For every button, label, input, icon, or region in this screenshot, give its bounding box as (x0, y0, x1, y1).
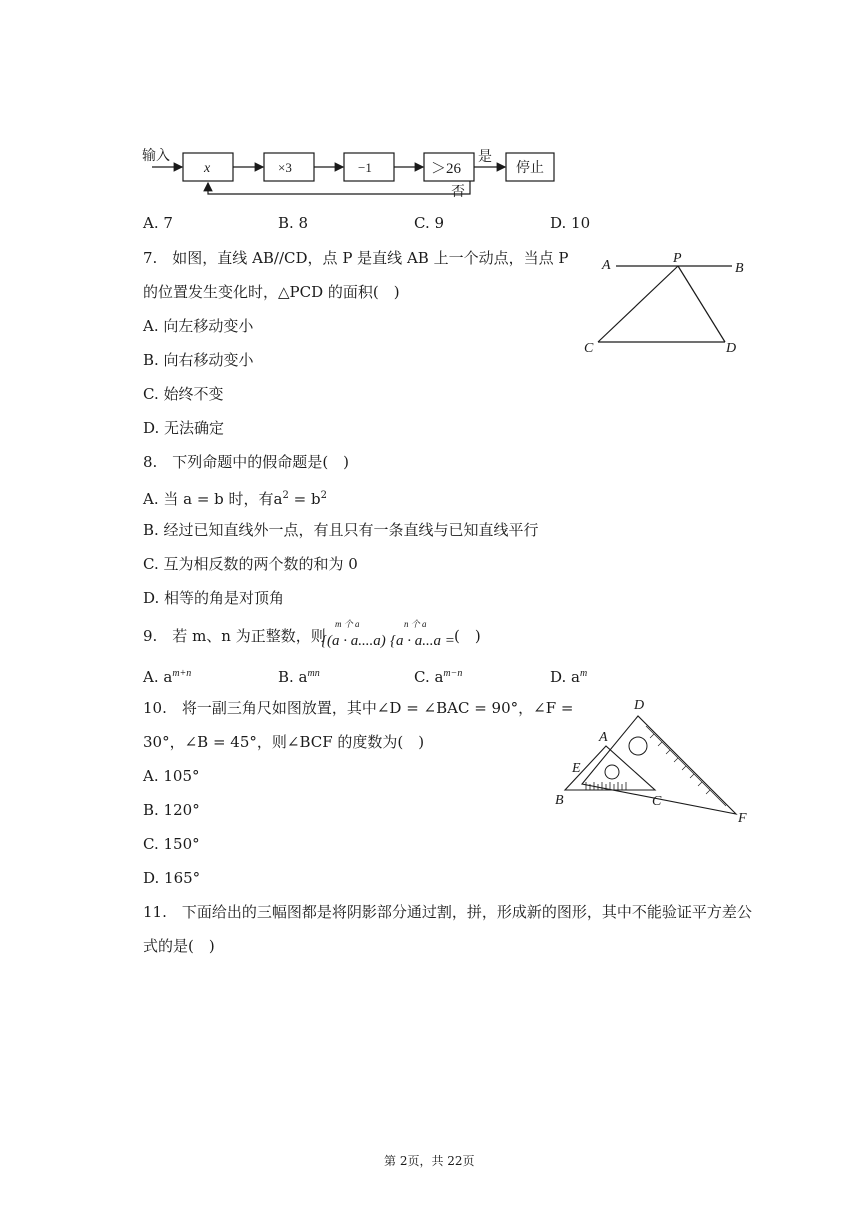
flow-box-x-text: x (204, 161, 211, 176)
flow-box-minus1-text: −1 (358, 160, 372, 175)
q10-label-e: E (572, 761, 581, 776)
q9-stem-suffix: ( ) (454, 627, 481, 645)
q9-option-a-exp: m+n (172, 668, 192, 679)
q8-option-a-exp1: 2 (282, 490, 289, 501)
q7-option-d: D. 无法确定 (143, 419, 225, 437)
q9-option-a-base: A. a (143, 668, 173, 686)
q9-overbrace-m: m 个 a (335, 619, 360, 629)
q9-option-c (414, 664, 462, 687)
page-footer: 第 2页，共 22页 (384, 1154, 475, 1168)
q9-stem-prefix: 9. 若 m、n 为正整数，则 (143, 627, 326, 645)
q9-option-d (550, 664, 587, 687)
q8-stem: 8. 下列命题中的假命题是( ) (143, 453, 350, 471)
q11-stem-line2: 式的是( ) (143, 937, 215, 955)
q7-stem-line1: 7. 如图，直线 AB//CD，点 P 是直线 AB 上一个动点，当点 P (143, 249, 569, 267)
q10-option-d: D. 165° (143, 869, 201, 887)
flow-input-label: 输入 (142, 149, 170, 164)
q9-overbrace-n: n 个 a (404, 619, 427, 629)
flowchart-figure (140, 142, 570, 202)
q9-option-b-exp: mn (307, 668, 320, 679)
q9-expr-m: {(a · a....a) (321, 633, 386, 649)
q7-label-c: C (584, 341, 594, 356)
q8-option-a-tail: = b (288, 490, 321, 508)
q8-option-a-exp2: 2 (320, 490, 327, 501)
q7-label-b: B (735, 261, 744, 276)
flow-box-stop-text: 停止 (516, 161, 544, 176)
q9-option-a (143, 664, 191, 687)
q10-option-b: B. 120° (143, 801, 200, 819)
q9-option-b-base: B. a (278, 668, 308, 686)
q10-option-a: A. 105° (143, 767, 200, 785)
q7-label-p: P (673, 251, 682, 266)
q9-option-b (278, 664, 320, 687)
q10-label-b: B (555, 793, 564, 808)
q10-label-a: A (599, 730, 608, 745)
q8-option-b: B. 经过已知直线外一点，有且只有一条直线与已知直线平行 (143, 521, 539, 539)
q10-label-d: D (634, 698, 645, 713)
q10-option-c: C. 150° (143, 835, 200, 853)
flow-box-times3-text: ×3 (278, 160, 292, 175)
q9-option-c-base: C. a (414, 668, 444, 686)
q9-option-c-exp: m−n (443, 668, 463, 679)
q9-option-d-base: D. a (550, 668, 580, 686)
q8-option-a-head: A. 当 a = b 时，有a (143, 490, 283, 508)
q10-label-f: F (738, 811, 747, 826)
q6-option-c: C. 9 (414, 214, 445, 232)
q7-stem-line2: 的位置发生变化时，△PCD 的面积( ) (143, 283, 400, 301)
q7-label-d: D (726, 341, 737, 356)
flow-no-label: 否 (451, 185, 465, 200)
q8-option-d: D. 相等的角是对顶角 (143, 589, 285, 607)
q8-option-a (143, 486, 327, 509)
q10-stem-line2: 30°，∠B = 45°，则∠BCF 的度数为( ) (143, 733, 425, 751)
q8-option-c: C. 互为相反数的两个数的和为 0 (143, 555, 358, 573)
q10-stem-line1: 10. 将一副三角尺如图放置，其中∠D = ∠BAC = 90°，∠F = (143, 699, 574, 717)
q7-option-b: B. 向右移动变小 (143, 351, 254, 369)
flow-box-compare-text: ＞26 (431, 161, 462, 177)
q6-option-d: D. 10 (550, 214, 591, 232)
q7-option-c: C. 始终不变 (143, 385, 224, 403)
q10-label-c: C (652, 794, 662, 809)
q9-expr-n: {a · a...a = (390, 633, 455, 649)
q7-figure (580, 248, 760, 360)
q7-label-a: A (602, 258, 611, 273)
q9-option-d-exp: m (579, 668, 588, 679)
q6-option-a: A. 7 (143, 214, 173, 232)
q11-stem-line1: 11. 下面给出的三幅图都是将阴影部分通过割，拼，形成新的图形，其中不能验证平方差公 (143, 903, 752, 921)
q6-option-b: B. 8 (278, 214, 309, 232)
q10-figure (550, 692, 760, 828)
flow-yes-label: 是 (478, 150, 492, 165)
q7-option-a: A. 向左移动变小 (143, 317, 254, 335)
